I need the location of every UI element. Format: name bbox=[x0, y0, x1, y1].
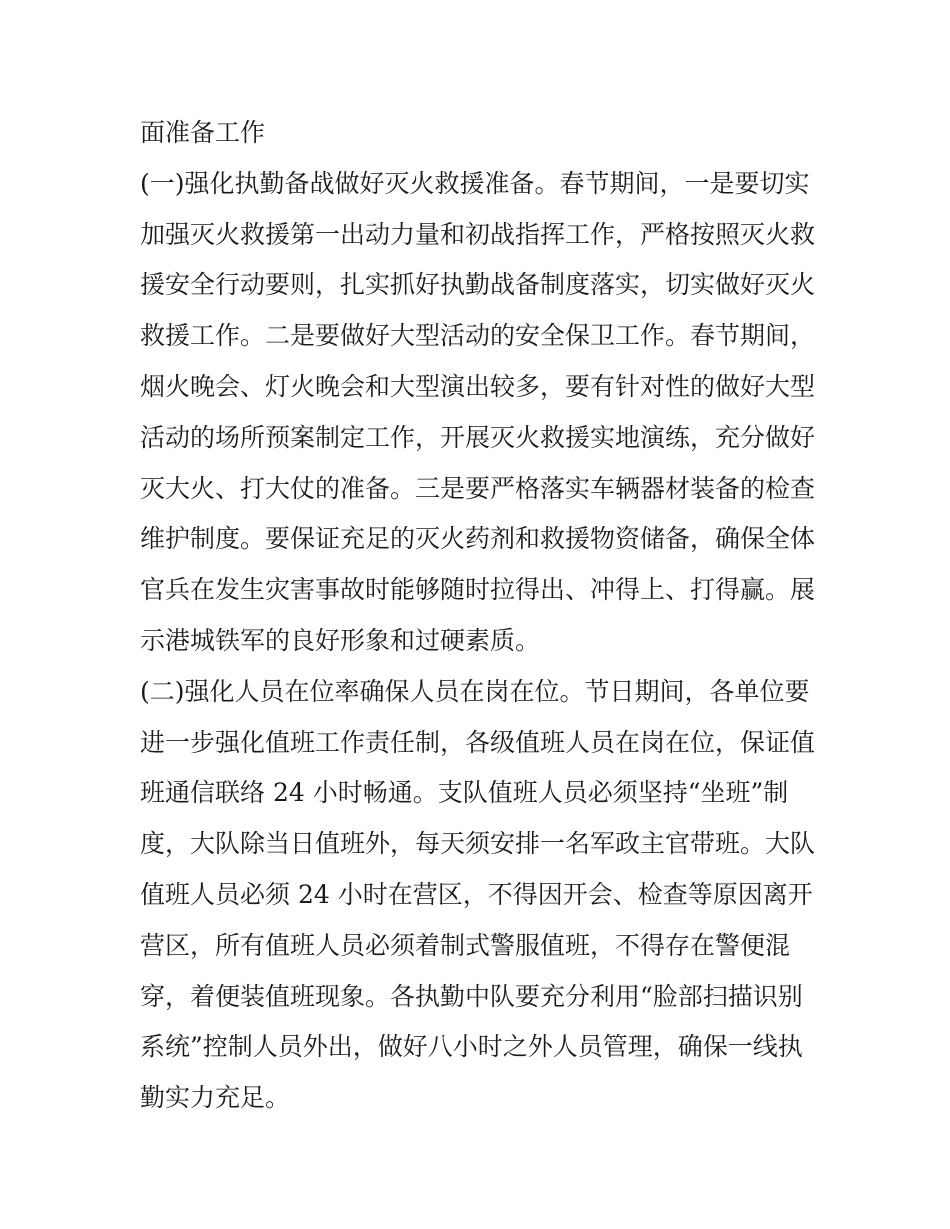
text-line: 值班人员必须 24 小时在营区，不得因开会、检查等原因离开 bbox=[140, 879, 813, 909]
text-line: 班通信联络 24 小时畅通。支队值班人员必须坚持“坐班”制 bbox=[140, 778, 789, 808]
text-line: (二)强化人员在位率确保人员在岗在位。节日期间，各单位要 bbox=[140, 676, 810, 706]
text-line: 烟火晚会、灯火晚会和大型演出较多，要有针对性的做好大型 bbox=[140, 371, 816, 401]
text-line: 面准备工作 bbox=[140, 118, 266, 147]
text-line: 示港城铁军的良好形象和过硬素质。 bbox=[140, 625, 541, 655]
text-line: 营区，所有值班人员必须着制式警服值班，不得存在警便混 bbox=[140, 930, 791, 960]
text-line: 度，大队除当日值班外，每天须安排一名军政主官带班。大队 bbox=[140, 829, 816, 859]
text-line: 官兵在发生灾害事故时能够随时拉得出、冲得上、打得赢。展 bbox=[140, 575, 816, 605]
text-line: 系统”控制人员外出，做好八小时之外人员管理，确保一线执 bbox=[140, 1032, 803, 1062]
text-line: 救援工作。二是要做好大型活动的安全保卫工作。春节期间， bbox=[140, 321, 816, 351]
text-line: 灭大火、打大仗的准备。三是要严格落实车辆器材装备的检查 bbox=[140, 473, 816, 503]
document-body bbox=[140, 108, 820, 1124]
text-line: 进一步强化值班工作责任制，各级值班人员在岗在位，保证值 bbox=[140, 727, 816, 757]
text-line: (一)强化执勤备战做好灭火救援准备。春节期间，一是要切实 bbox=[140, 168, 810, 198]
text-line: 加强灭火救援第一出动力量和初战指挥工作，严格按照灭火救 bbox=[140, 219, 816, 249]
text-line: 活动的场所预案制定工作，开展灭火救援实地演练，充分做好 bbox=[140, 422, 816, 452]
text-line: 穿，着便装值班现象。各执勤中队要充分利用“脸部扫描识别 bbox=[140, 981, 803, 1011]
text-line: 援安全行动要则，扎实抓好执勤战备制度落实，切实做好灭火 bbox=[140, 270, 816, 300]
text-line: 维护制度。要保证充足的灭火药剂和救援物资储备，确保全体 bbox=[140, 524, 816, 554]
text-line: 勤实力充足。 bbox=[140, 1083, 291, 1113]
